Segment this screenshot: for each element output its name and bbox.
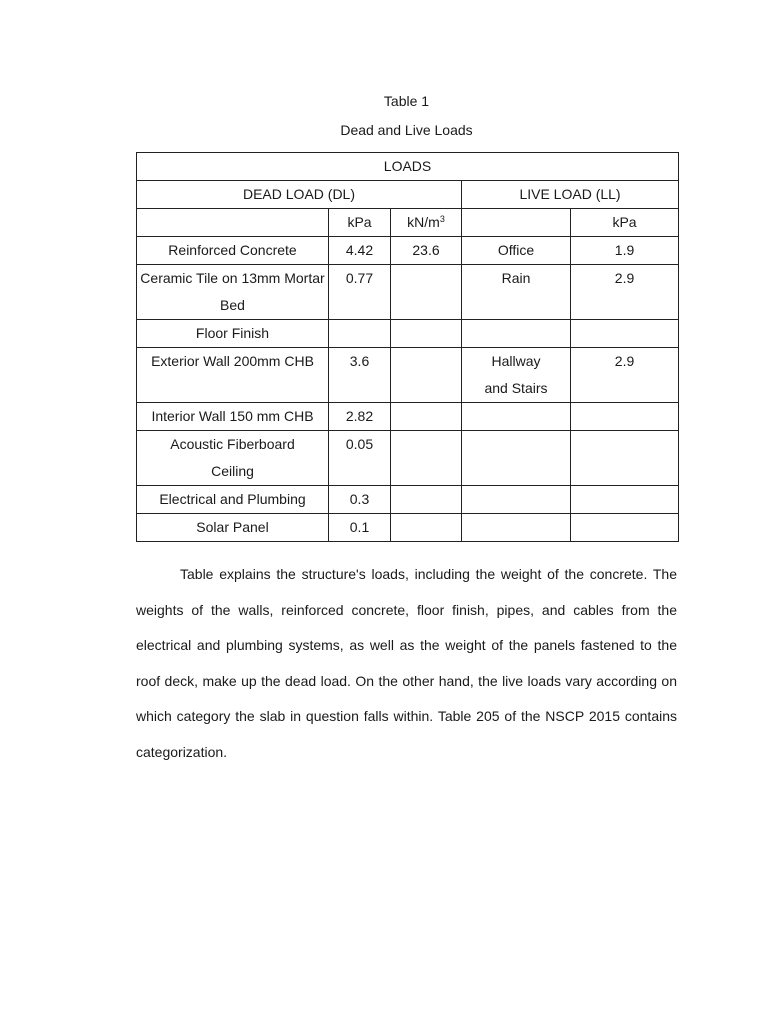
dl-knm-cell [391, 486, 462, 514]
table-header-row [137, 153, 679, 181]
units-blank-cell [462, 209, 571, 237]
ll-kpa-cell [571, 403, 679, 431]
table-units-row [137, 209, 679, 237]
dl-kpa-cell: 2.82 [329, 403, 391, 431]
dl-knm-cell: 23.6 [391, 237, 462, 265]
dead-load-header: DEAD LOAD (DL) [137, 181, 462, 209]
ll-item-cell: Hallway and Stairs [462, 348, 571, 403]
dl-knm-unit-base: kN/m [407, 214, 440, 230]
dl-item-cell: Electrical and Plumbing [137, 486, 329, 514]
dl-knm-cell [391, 403, 462, 431]
ll-item-cell [462, 431, 571, 486]
dl-knm-cell [391, 431, 462, 486]
ll-kpa-cell [571, 514, 679, 542]
dl-knm-cell [391, 265, 462, 320]
ll-kpa-cell [571, 431, 679, 486]
dl-item-cell: Acoustic Fiberboard Ceiling [137, 431, 329, 486]
dl-item-cell: Floor Finish [137, 320, 329, 348]
dl-item-cell: Reinforced Concrete [137, 237, 329, 265]
dl-item-cell: Solar Panel [137, 514, 329, 542]
table-row [137, 403, 679, 431]
table-row [137, 320, 679, 348]
loads-header: LOADS [137, 153, 679, 181]
live-load-header: LIVE LOAD (LL) [462, 181, 679, 209]
table-row [137, 348, 679, 403]
ll-item-cell: Office [462, 237, 571, 265]
dl-kpa-cell: 0.3 [329, 486, 391, 514]
dl-knm-unit [391, 209, 462, 237]
dl-kpa-cell: 0.77 [329, 265, 391, 320]
ll-item-cell: Rain [462, 265, 571, 320]
ll-kpa-cell: 1.9 [571, 237, 679, 265]
dl-knm-cell [391, 320, 462, 348]
dl-kpa-cell: 0.1 [329, 514, 391, 542]
ll-item-cell [462, 403, 571, 431]
ll-kpa-cell [571, 486, 679, 514]
dl-kpa-cell: 0.05 [329, 431, 391, 486]
table-category-row [137, 181, 679, 209]
units-blank-cell [137, 209, 329, 237]
dl-kpa-cell: 4.42 [329, 237, 391, 265]
dl-item-cell: Ceramic Tile on 13mm Mortar Bed [137, 265, 329, 320]
table-row [137, 265, 679, 320]
ll-item-cell [462, 486, 571, 514]
ll-kpa-cell: 2.9 [571, 348, 679, 403]
dl-item-cell: Exterior Wall 200mm CHB [137, 348, 329, 403]
table-row [137, 486, 679, 514]
ll-kpa-cell [571, 320, 679, 348]
dl-knm-cell [391, 348, 462, 403]
ll-item-cell [462, 514, 571, 542]
ll-item-cell [462, 320, 571, 348]
table-title: Dead and Live Loads [340, 122, 473, 138]
dl-knm-unit-exponent: 3 [439, 214, 445, 224]
loads-table [136, 152, 679, 542]
dl-kpa-unit: kPa [329, 209, 391, 237]
dl-kpa-cell [329, 320, 391, 348]
dl-knm-cell [391, 514, 462, 542]
table-number: Table 1 [383, 93, 430, 109]
ll-kpa-unit: kPa [571, 209, 679, 237]
table-row [137, 514, 679, 542]
ll-kpa-cell: 2.9 [571, 265, 679, 320]
dl-item-cell: Interior Wall 150 mm CHB [137, 403, 329, 431]
table-row [137, 237, 679, 265]
dl-kpa-cell: 3.6 [329, 348, 391, 403]
table-row [137, 431, 679, 486]
explanation-paragraph: Table explains the structure's loads, including the weight of the concrete. The weights of the walls, reinforced concrete, floor finish, pipes, and cables from the electrical and plumbing systems, as well as the weight of the panels fastened to the roof deck, make up the dead load. On the other hand, the live loads vary according on which category the slab in question falls within. Table 205 of the NSCP 2015 contains categorization. [136, 566, 677, 760]
